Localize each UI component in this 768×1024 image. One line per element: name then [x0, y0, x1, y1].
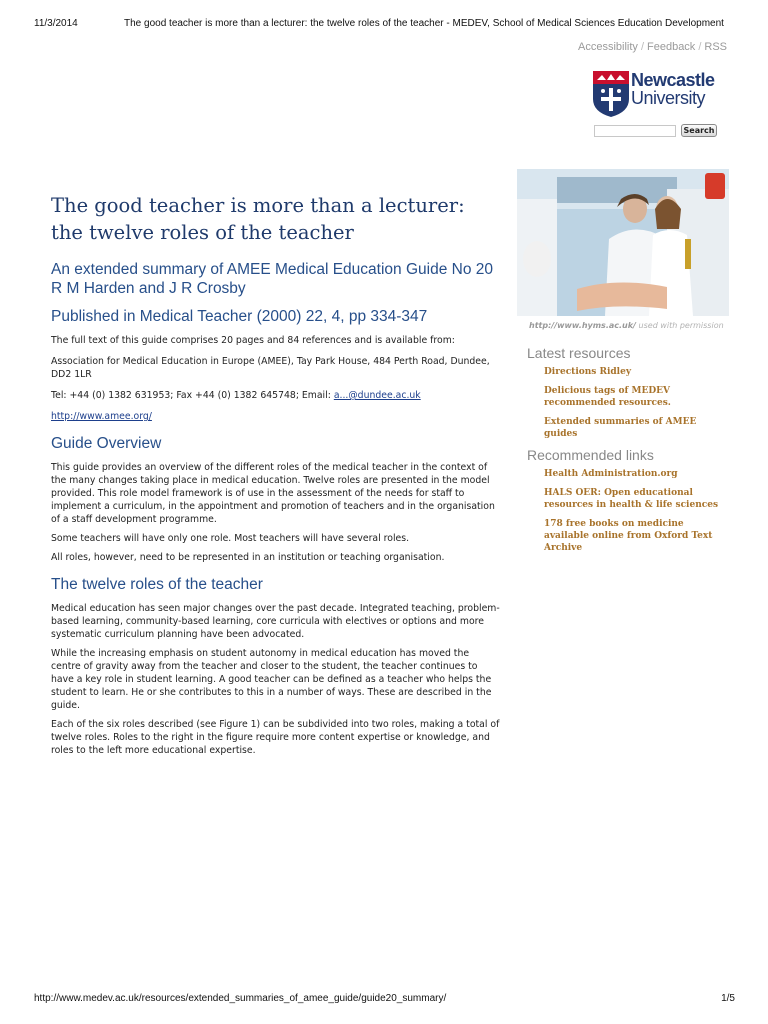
logo-wordmark	[631, 71, 715, 107]
authors: R M Harden and J R Crosby	[51, 280, 246, 297]
latest-resources-list	[527, 366, 727, 440]
amee-address: Association for Medical Education in Europe (AMEE), Tay Park House, 484 Perth Road, Dundee, DD2 1LR	[51, 356, 490, 380]
overview-paragraph-2: Some teachers will have only one role. Most teachers will have several roles.	[51, 533, 410, 544]
recommended-link[interactable]: 178 free books on medicine available online from Oxford Text Archive	[544, 519, 713, 553]
email-link[interactable]: a...@dundee.ac.uk	[333, 390, 421, 401]
latest-resource-link[interactable]: Directions Ridley	[544, 367, 632, 377]
overview-paragraph-1: This guide provides an overview of the different roles of the medical teacher in the context of the many changes taking place in medical education. Twelve roles are presented in the model provided. This role model framework is of use in the assessment of the needs for staff to implement a curriculum, in the appointment and promotion of teachers and in the organisation of a staff development programme.	[51, 462, 495, 525]
latest-resource-link[interactable]: Extended summaries of AMEE guides	[544, 417, 697, 439]
roles-paragraph-2: While the increasing emphasis on student autonomy in medical education has moved the centre of gravity away from the teacher and closer to the student, the teacher continues to have a key role in student learning. A good teacher can be defined as a teacher who helps the student to learn. He or she contributes to this in a number of ways. These are described in the guide.	[51, 648, 492, 711]
search-input[interactable]	[594, 125, 676, 137]
section-heading-roles: The twelve roles of the teacher	[51, 576, 263, 593]
search-box	[594, 124, 718, 138]
website-line	[51, 410, 501, 423]
fulltext-note: The full text of this guide comprises 20 pages and 84 references and is available from:	[51, 335, 455, 346]
logo-line2: University	[631, 88, 706, 108]
guide-subtitle	[51, 260, 501, 298]
contact-line	[51, 389, 501, 402]
recommended-link[interactable]: Health Administration.org	[544, 469, 678, 479]
recommended-links-heading: Recommended links	[527, 447, 654, 463]
page-title	[51, 192, 501, 246]
amee-website-link[interactable]: http://www.amee.org/	[51, 411, 152, 422]
section-heading-overview: Guide Overview	[51, 435, 162, 452]
publication-info: Published in Medical Teacher (2000) 22, 4, pp 334-347	[51, 308, 428, 325]
print-date: 11/3/2014	[34, 18, 78, 29]
print-page-url: http://www.medev.ac.uk/resources/extended_summaries_of_amee_guide/guide20_summary/	[34, 993, 447, 1004]
latest-resource-link[interactable]: Delicious tags of MEDEV recommended resources.	[544, 386, 671, 408]
medical-students-photo	[517, 169, 729, 316]
roles-paragraph-3: Each of the six roles described (see Figure 1) can be subdivided into two roles, making a total of twelve roles. Roles to the right in the figure require more content expertise or knowledge, and roles to the left more educational expertise.	[51, 719, 500, 756]
photo-illustration	[517, 169, 729, 316]
rss-link[interactable]: RSS	[704, 41, 727, 53]
roles-paragraph-1: Medical education has seen major changes over the past decade. Integrated teaching, problem-based learning, community-based learning, core curricula with electives or options and more systematic curriculum planning have been advocated.	[51, 603, 500, 640]
feedback-link[interactable]: Feedback	[647, 41, 696, 53]
university-logo[interactable]	[593, 71, 723, 119]
logo-line1: Newcastle	[631, 70, 715, 90]
print-footer	[0, 993, 768, 1007]
contact-numbers: Tel: +44 (0) 1382 631953; Fax +44 (0) 1382 645748; Email:	[51, 390, 334, 401]
link-separator: /	[640, 41, 644, 53]
print-header	[0, 18, 768, 32]
print-page-title: The good teacher is more than a lecturer: the twelve roles of the teacher - MEDEV, School of Medical Sciences Education Development	[124, 18, 724, 29]
page-title-line1: The good teacher is more than a lecturer:	[51, 194, 465, 217]
link-separator: /	[698, 41, 702, 53]
recommended-link[interactable]: HALS OER: Open educational resources in health & life sciences	[544, 488, 719, 510]
photo-source-link[interactable]: http://www.hyms.ac.uk/	[529, 321, 636, 330]
overview-paragraph-3: All roles, however, need to be represented in an institution or teaching organisation.	[51, 552, 445, 563]
main-content	[51, 192, 501, 757]
photo-permission-text: used with permission	[635, 321, 724, 330]
top-utility-links	[578, 41, 727, 53]
page-title-line2: the twelve roles of the teacher	[51, 221, 354, 244]
latest-resources-heading: Latest resources	[527, 345, 631, 361]
subtitle-line1: An extended summary of AMEE Medical Education Guide No 20	[51, 261, 493, 278]
sidebar	[527, 345, 727, 561]
search-button[interactable]: Search	[681, 124, 717, 137]
accessibility-link[interactable]: Accessibility	[578, 41, 638, 53]
photo-caption	[529, 321, 729, 331]
recommended-links-list	[527, 468, 727, 554]
print-page-number: 1/5	[721, 993, 735, 1004]
university-crest-icon	[593, 71, 629, 117]
